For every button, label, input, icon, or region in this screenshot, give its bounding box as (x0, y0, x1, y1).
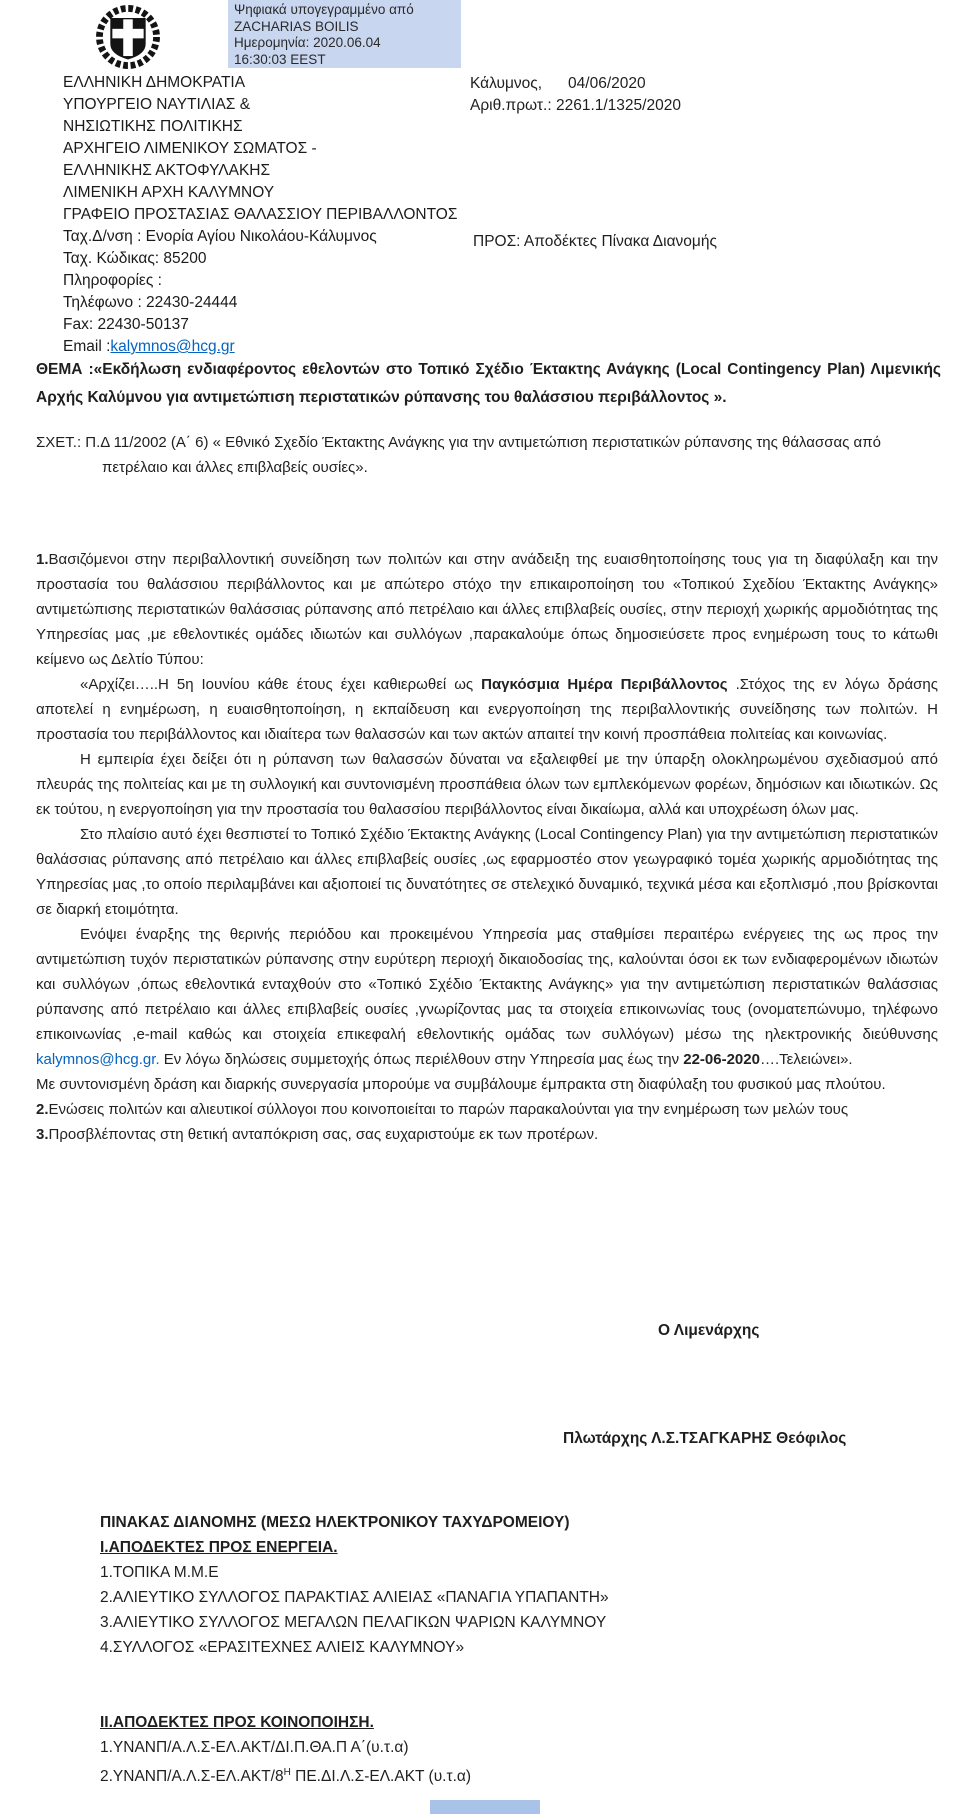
letterhead-line: Τηλέφωνο : 22430-24444 (63, 294, 238, 311)
letterhead-line: ΕΛΛΗΝΙΚΗ ΔΗΜΟΚΡΑΤΙΑ (63, 74, 246, 91)
letterhead-line: Ταχ.Δ/νση : Ενορία Αγίου Νικολάου-Κάλυμνος (63, 228, 377, 245)
paragraph-5 (36, 922, 938, 1072)
paragraph-3: Η εμπειρία έχει δείξει ότι η ρύπανση των θαλασσών δύναται να εξαλειφθεί με την ύπαρξη ολοκληρωμένου σχεδιασμού από πλευράς της πολιτείας και με τη συλλογική και συντονισμένη προσπάθεια όλων των εμπλεκόμενων φορέων, δημόσιων και ιδιωτικών. Ως εκ τούτου, η ενεργοποίηση για την προστασία του θαλασσίου περιβάλλοντος είναι δικαίωμα, αλλά και υποχρέωση όλων μας. (36, 751, 938, 818)
document-body (36, 547, 938, 1147)
distribution-section2-heading: ΙΙ.ΑΠΟΔΕΚΤΕΣ ΠΡΟΣ ΚΟΙΝΟΠΟΙΗΣΗ. (100, 1714, 374, 1731)
digital-signature-stamp (228, 0, 461, 68)
email-link[interactable]: kalymnos@hcg.gr (110, 338, 235, 355)
deadline-date: 22-06-2020 (683, 1051, 760, 1068)
body-email-link[interactable]: kalymnos@hcg.gr. (36, 1051, 160, 1068)
place: Κάλυμνος, (470, 75, 543, 92)
paragraph-4 (36, 822, 938, 922)
paragraph-text: Ενώσεις πολιτών και αλιευτικοί σύλλογοι που κοινοποιείται το παρών παρακαλούνται για την ενημέρωση των μελών τους (48, 1101, 849, 1118)
letterhead-line: ΕΛΛΗΝΙΚΗΣ ΑΚΤΟΦΥΛΑΚΗΣ (63, 162, 271, 179)
spacer (100, 1660, 800, 1710)
paragraph-text: για την αντιμετώπιση περιστατικών θαλάσσιας ρύπανσης από πετρέλαιο και άλλες επιβλαβείς ουσίες ,ως εφαρμοστέο στον γεωγραφικό τομέα χωρικής αρμοδιότητας της Υπηρεσίας μας ,το οποίο περιλαμβάνει και αξιοποιεί τις δυνατότητες σε στελεχικό δυναμικό, τεχνικά μέσα και εξοπλισμό ,που βρίσκονται σε διαρκή ετοιμότητα. (36, 826, 938, 918)
paragraph-2 (36, 672, 938, 747)
distribution-item-text: 2.ΥΝΑΝΠ/Α.Λ.Σ-ΕΛ.ΑΚΤ/8 (100, 1768, 284, 1786)
paragraph-7 (36, 1097, 938, 1122)
paragraph-text: «Αρχίζει…..Η 5η Ιουνίου κάθε έτους έχει καθιερωθεί ως (80, 676, 482, 693)
letterhead-line: Fax: 22430-50137 (63, 316, 189, 333)
distribution-item: 3.ΑΛΙΕΥΤΙΚΟ ΣΥΛΛΟΓΟΣ ΜΕΓΑΛΩΝ ΠΕΛΑΓΙΚΩΝ ΨΑΡΙΩΝ ΚΑΛΥΜΝΟΥ (100, 1614, 607, 1631)
place-date-line (470, 73, 800, 95)
distribution-item (100, 1760, 800, 1789)
distribution-title: ΠΙΝΑΚΑΣ ΔΙΑΝΟΜΗΣ (ΜΕΣΩ ΗΛΕΚΤΡΟΝΙΚΟΥ ΤΑΧΥΔΡΟΜΕΙΟΥ) (100, 1514, 570, 1531)
stamp-line: Ψηφιακά υπογεγραμμένο από (234, 2, 414, 17)
letterhead-line: ΓΡΑΦΕΙΟ ΠΡΟΣΤΑΣΙΑΣ ΘΑΛΑΣΣΙΟΥ ΠΕΡΙΒΑΛΛΟΝΤΟΣ (63, 206, 458, 223)
recipient-line: ΠΡΟΣ: Αποδέκτες Πίνακα Διανομής (473, 233, 717, 250)
protocol-number: Αριθ.πρωτ.: 2261.1/1325/2020 (470, 97, 681, 114)
paragraph-8 (36, 1122, 938, 1147)
reference-line: ΣΧΕΤ.: Π.Δ 11/2002 (Α΄ 6) « Εθνικό Σχεδίο Έκτακτης Ανάγκης για την αντιμετώπιση περιστατικών ρύπανσης της θάλασσας από πετρέλαιο και άλλες επιβλαβείς ουσίες». (36, 434, 881, 476)
distribution-item: 1.ΥΝΑΝΠ/Α.Λ.Σ-ΕΛ.ΑΚΤ/ΔΙ.Π.ΘΑ.Π Α΄(υ.τ.α) (100, 1739, 409, 1756)
email-label: Email : (63, 338, 111, 355)
distribution-list (100, 1510, 800, 1789)
subject-line: ΘΕΜΑ :«Εκδήλωση ενδιαφέροντος εθελοντών στο Τοπικό Σχέδιο Έκτακτης Ανάγκης (Local Contingency Plan) Λιμενικής Αρχής Καλύμνου για αντιμετώπιση περιστατικών ρύπανσης του θαλάσσιου περιβάλλοντος ». (36, 361, 941, 406)
paragraph-6: Με συντονισμένη δράση και διαρκής συνεργασία μπορούμε να συμβάλουμε έμπρακτα στη διαφύλαξη του φυσικού μας πλούτου. (36, 1076, 886, 1093)
letterhead-line: Ταχ. Κώδικας: 85200 (63, 250, 207, 267)
stamp-date: Ημερομηνία: 2020.06.04 (234, 35, 381, 50)
paragraph-number: 2. (36, 1101, 49, 1118)
paragraph-text: Ενόψει έναρξης της θερινής περιόδου και προκειμένου Υπηρεσία μας σταθμίσει περαιτέρω ενέργειες της ως προς την αντιμετώπιση τυχόν περιστατικών ρύπανσης στην ευρύτερη περιοχή δικαιοδοσίας της, καλούνται όσοι εκ των ενδιαφερομένων ιδιωτών και συλλόγων ,όπως εθελοντικά ενταχθούν στο «Τοπικό Σχέδιο Έκτακτης Ανάγκης» για την αντιμετώπιση περιστατικών θαλάσσιας ρύπανσης από πετρέλαιο και άλλες επιβλαβείς ουσίες ,γνωρίζοντας μας τα στοιχεία επικοινωνίας τους (ονοματεπώνυμο, τηλέφωνο επικοινωνίας ,e-mail καθώς και στοιχεία επικεφαλή εθελοντικής ομάδας των συλλόγων) μέσω της ηλεκτρονικής διεύθυνσης (36, 926, 938, 1043)
paragraph-1 (36, 547, 938, 672)
contingency-plan-name: Τοπικό Σχέδιο Έκτακτης Ανάγκης (Local Contingency Plan) (310, 826, 703, 843)
greek-national-emblem-icon (94, 3, 162, 71)
letterhead-line: ΑΡΧΗΓΕΙΟ ΛΙΜΕΝΙΚΟΥ ΣΩΜΑΤΟΣ - (63, 140, 317, 157)
letterhead-line: Πληροφορίες : (63, 272, 162, 289)
paragraph-text: Στο πλαίσιο αυτό έχει θεσπιστεί το (80, 826, 311, 843)
letterhead-line: ΛΙΜΕΝΙΚΗ ΑΡΧΗ ΚΑΛΥΜΝΟΥ (63, 184, 275, 201)
date: 04/06/2020 (568, 75, 646, 92)
paragraph-text: Εν λόγω δηλώσεις συμμετοχής όπως περιέλθουν στην Υπηρεσία μας έως την (159, 1051, 684, 1068)
bottom-partial-stamp (430, 1800, 540, 1814)
signatory-name: Πλωτάρχης Λ.Σ.ΤΣΑΓΚΑΡΗΣ Θεόφιλος (563, 1430, 847, 1447)
stamp-time: 16:30:03 EEST (234, 51, 326, 67)
letterhead-line: ΥΠΟΥΡΓΕΙΟ ΝΑΥΤΙΛΙΑΣ & (63, 96, 251, 113)
paragraph-text: ….Τελειώνει». (759, 1051, 853, 1068)
distribution-item: 1.ΤΟΠΙΚΑ Μ.Μ.Ε (100, 1564, 219, 1581)
letterhead-line: ΝΗΣΙΩΤΙΚΗΣ ΠΟΛΙΤΙΚΗΣ (63, 118, 243, 135)
distribution-item-superscript: Η (283, 1767, 291, 1778)
paragraph-number: 1. (36, 551, 49, 568)
paragraph-text: Προσβλέποντας στη θετική ανταπόκριση σας, σας ευχαριστούμε εκ των προτέρων. (48, 1126, 599, 1143)
world-environment-day-bold: Παγκόσμια Ημέρα Περιβάλλοντος (481, 676, 728, 693)
distribution-item: 4.ΣΥΛΛΟΓΟΣ «ΕΡΑΣΙΤΕΧΝΕΣ ΑΛΙΕΙΣ ΚΑΛΥΜΝΟΥ» (100, 1639, 465, 1656)
paragraph-number: 3. (36, 1126, 49, 1143)
document-meta (470, 73, 800, 117)
stamp-signer: ZACHARIAS BOILIS (234, 18, 359, 34)
letterhead-email-line (63, 336, 463, 358)
paragraph-text: .Στόχος της εν λόγω δράσης αποτελεί η ενημέρωση, η ευαισθητοποίηση, η εκπαίδευση και ενεργοποίηση της περιβαλλοντικής συνείδησης των πολιτών. Η προστασία του περιβάλλοντος και ιδιαίτερα των θαλασσών και των ακτών απαιτεί την κοινή προσπάθεια πολιτείας και κοινωνίας. (36, 676, 938, 743)
distribution-item-text: ΠΕ.ΔΙ.Λ.Σ-ΕΛ.ΑΚΤ (υ.τ.α) (290, 1768, 472, 1786)
paragraph-text: Βασιζόμενοι στην περιβαλλοντική συνείδηση των πολιτών και στην ανάδειξη της ευαισθητοποίησης τους για τη διαφύλαξη και την προστασία του θαλάσσιου περιβάλλοντος και με απώτερο στόχο την επικαιροποίηση του «Τοπικού Σχεδίου Έκτακτης Ανάγκης» αντιμετώπισης περιστατικών θαλάσσιας ρύπανσης από πετρέλαιο και άλλες επιβλαβείς ουσίες, στην περιοχή χωρικής αρμοδιότητας της Υπηρεσίας μας ,με εθελοντικές ομάδες ιδιωτών και συλλόγων ,παρακαλούμε όπως δημοσιεύσετε προς ενημέρωση τους το κάτωθι κείμενο ως Δελτίο Τύπου: (36, 551, 938, 668)
distribution-item: 2.ΑΛΙΕΥΤΙΚΟ ΣΥΛΛΟΓΟΣ ΠΑΡΑΚΤΙΑΣ ΑΛΙΕΙΑΣ «ΠΑΝΑΓΙΑ ΥΠΑΠΑΝΤΗ» (100, 1589, 609, 1606)
letterhead (63, 72, 463, 358)
distribution-section1-heading: Ι.ΑΠΟΔΕΚΤΕΣ ΠΡΟΣ ΕΝΕΡΓΕΙΑ. (100, 1539, 338, 1556)
signatory-title: Ο Λιμενάρχης (658, 1322, 760, 1339)
